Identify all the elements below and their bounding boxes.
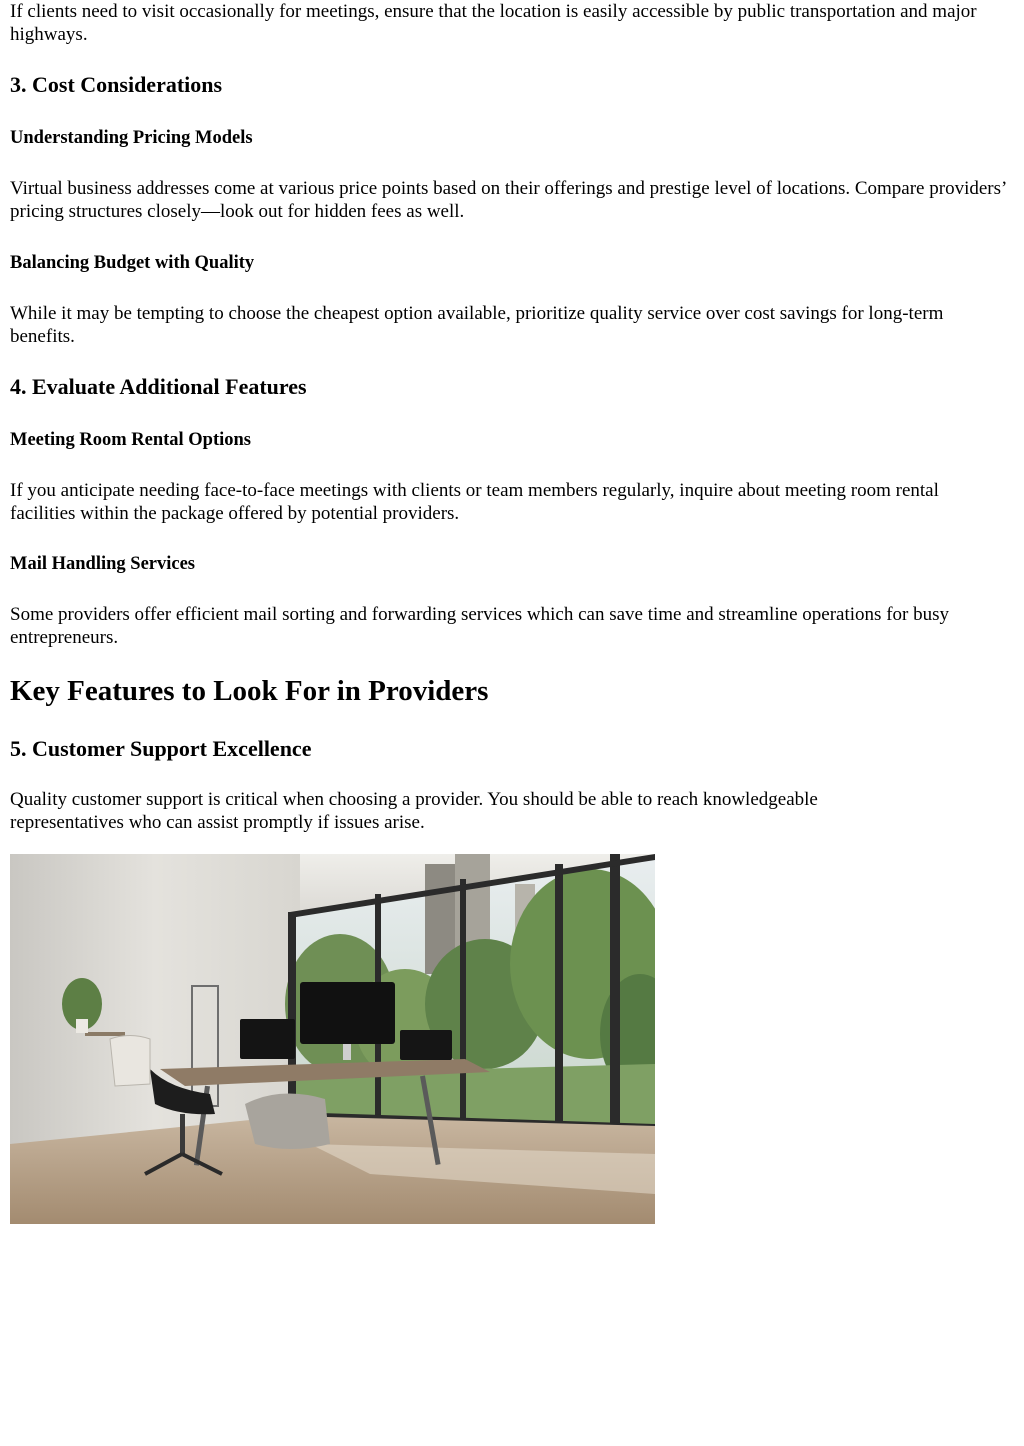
monitor-stand: [343, 1044, 351, 1060]
window-frame: [610, 854, 620, 1144]
meeting-room-paragraph: If you anticipate needing face-to-face meetings with clients or team members regularly, inquire about meeting room rental facilities within the package offered by potential providers.: [10, 480, 939, 524]
pricing-models-heading: Understanding Pricing Models: [10, 128, 253, 148]
window-frame: [555, 864, 563, 1139]
chair-post: [180, 1114, 185, 1154]
plant-pot: [76, 1019, 88, 1033]
monitor: [300, 982, 395, 1044]
cost-considerations-heading: 3. Cost Considerations: [10, 72, 223, 97]
pricing-models-paragraph: Virtual business addresses come at various price points based on their offerings and prestige level of locations. Compare providers’ pricing structures closely—look out for hidden fees as well.: [10, 178, 1006, 222]
budget-quality-heading: Balancing Budget with Quality: [10, 253, 255, 273]
armchair: [245, 1094, 330, 1149]
budget-quality-paragraph: While it may be tempting to choose the cheapest option available, prioritize quality service over cost savings for long-term benefits.: [10, 303, 944, 347]
window-frame: [460, 879, 466, 1129]
mail-handling-heading: Mail Handling Services: [10, 554, 195, 574]
meeting-room-heading: Meeting Room Rental Options: [10, 430, 251, 450]
key-features-heading: Key Features to Look For in Providers: [10, 675, 489, 707]
customer-support-heading: 5. Customer Support Excellence: [10, 736, 312, 761]
window-frame: [288, 912, 296, 1122]
side-chair: [110, 1036, 150, 1087]
shelf: [85, 1032, 125, 1036]
customer-support-paragraph: Quality customer support is critical when choosing a provider. You should be able to reach knowledgeable representatives who can assist promptly if issues arise.: [10, 789, 818, 833]
mail-handling-paragraph: Some providers offer efficient mail sorting and forwarding services which can save time and streamline operations for busy entrepreneurs.: [10, 604, 949, 648]
intro-paragraph: If clients need to visit occasionally for meetings, ensure that the location is easily accessible by public transportation and major highways.: [10, 1, 977, 45]
office-photo: [10, 854, 655, 1224]
monitor: [240, 1019, 295, 1059]
monitor: [400, 1030, 452, 1060]
additional-features-heading: 4. Evaluate Additional Features: [10, 374, 307, 399]
